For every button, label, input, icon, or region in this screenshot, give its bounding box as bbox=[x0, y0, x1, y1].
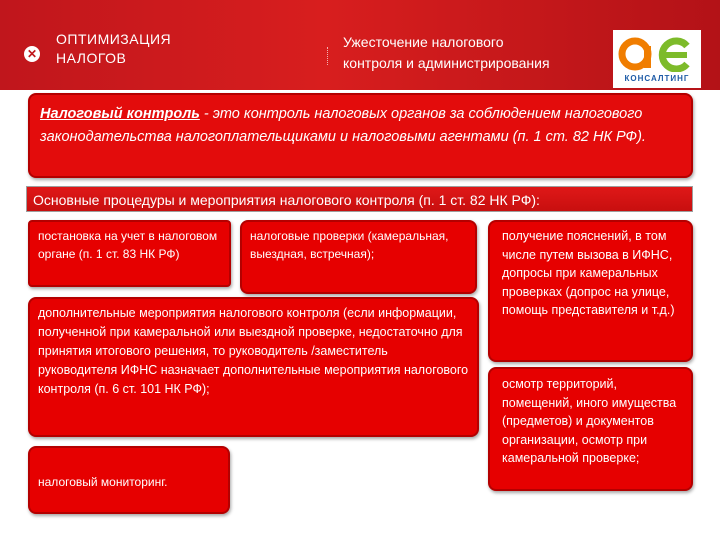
procedure-explanations: получение пояснений, в том числе путем вызова в ИФНС, допросы при камеральных проверках (допрос на улице, помощь представителя и т.д.) bbox=[488, 220, 693, 362]
close-icon[interactable]: ✕ bbox=[24, 46, 40, 62]
logo-text: КОНСАЛТИНГ bbox=[624, 74, 690, 83]
procedure-tax-audits: налоговые проверки (камеральная, выездная, встречная); bbox=[240, 220, 477, 294]
section-title-line1: ОПТИМИЗАЦИЯ bbox=[56, 31, 172, 47]
procedure-additional-measures: дополнительные мероприятия налогового контроля (если информации, полученной при камеральной или выездной проверке, недостаточно для принятия итогового решения, то руководитель /заместитель руководителя ИФНС назначает дополнительные мероприятия налогового контроля (п. 6 ст. 101 НК РФ); bbox=[28, 297, 479, 437]
section-title-line2: НАЛОГОВ bbox=[56, 50, 127, 66]
logo-mark-icon bbox=[617, 36, 697, 72]
header-separator bbox=[327, 47, 329, 65]
definition-box bbox=[28, 93, 693, 178]
slide-header bbox=[0, 0, 720, 90]
section-title bbox=[56, 30, 171, 68]
procedure-registration: постановка на учет в налоговом органе (п. 1 ст. 83 НК РФ) bbox=[28, 220, 231, 287]
definition-term: Налоговый контроль bbox=[40, 106, 200, 122]
slide-subtitle-line2: контроля и администрирования bbox=[343, 55, 550, 71]
procedures-heading: Основные процедуры и мероприятия налогового контроля (п. 1 ст. 82 НК РФ): bbox=[26, 186, 693, 212]
procedure-inspection: осмотр территорий, помещений, иного имущества (предметов) и документов организации, осмотр при камеральной проверке; bbox=[488, 367, 693, 491]
slide-subtitle bbox=[343, 32, 550, 74]
company-logo bbox=[613, 30, 701, 88]
procedure-tax-monitoring: налоговый мониторинг. bbox=[28, 446, 230, 514]
definition-text: - это контроль налоговых органов за соблюдением налогового законодательства налогоплательщиками и налоговыми агентами (п. 1 ст. 82 НК РФ). bbox=[40, 106, 646, 145]
slide-subtitle-line1: Ужесточение налогового bbox=[343, 34, 504, 50]
